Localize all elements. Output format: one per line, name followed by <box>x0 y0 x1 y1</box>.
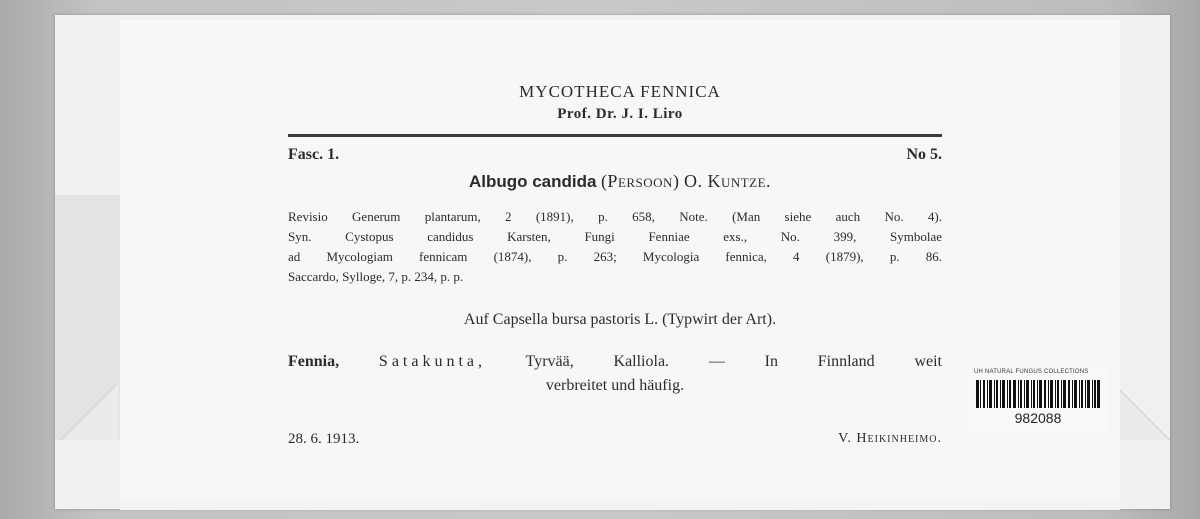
fascicle-label: Fasc. 1. <box>288 146 340 163</box>
species-binomial: Albugo candida <box>468 172 597 191</box>
literature-line: ad Mycologiam fennicam (1874), p. 263; Mycologia fennica, 4 (1879), p. 86. <box>288 249 942 264</box>
locality-note: verbreitet und häufig. <box>545 377 685 394</box>
collection-date: 28. 6. 1913. <box>288 431 360 447</box>
barcode-label <box>968 366 1108 432</box>
literature-line: Revisio Generum plantarum, 2 (1891), p. 658, Note. (Man siehe auch No. 4). <box>288 209 942 224</box>
locality-country: Fennia, <box>288 353 340 370</box>
host-plant: Auf Capsella bursa pastoris L. (Typwirt der Art). <box>463 311 777 328</box>
species-name <box>120 171 1120 192</box>
locality-block <box>288 350 942 398</box>
species-author: O. Kuntze. <box>683 171 772 191</box>
locality-province: Satakunta, <box>378 353 487 370</box>
literature-line: Saccardo, Sylloge, 7, p. 234, p. p. <box>288 269 464 284</box>
envelope-fold-right <box>1115 385 1170 440</box>
literature-line: Syn. Cystopus candidus Karsten, Fungi Fenniae exs., No. 399, Symbolae <box>288 229 942 244</box>
species-author-parenthetical: (Persoon) <box>600 171 680 191</box>
collector-name: V. Heikinheimo. <box>838 431 942 446</box>
divider-rule <box>288 134 942 137</box>
locality-place: Tyrvää, Kalliola. — In Finnland weit <box>525 353 942 370</box>
editor-name: Prof. Dr. J. I. Liro <box>557 106 683 122</box>
envelope-fold-left <box>58 385 118 440</box>
barcode-institution: UH NATURAL FUNGUS COLLECTIONS <box>974 369 1089 375</box>
locality-line <box>288 350 942 374</box>
literature-block <box>288 207 942 287</box>
barcode-icon <box>976 380 1100 408</box>
specimen-number: No 5. <box>906 146 942 163</box>
exsiccata-title: MYCOTHECA FENNICA <box>519 82 721 101</box>
barcode-number: 982088 <box>1014 410 1062 426</box>
